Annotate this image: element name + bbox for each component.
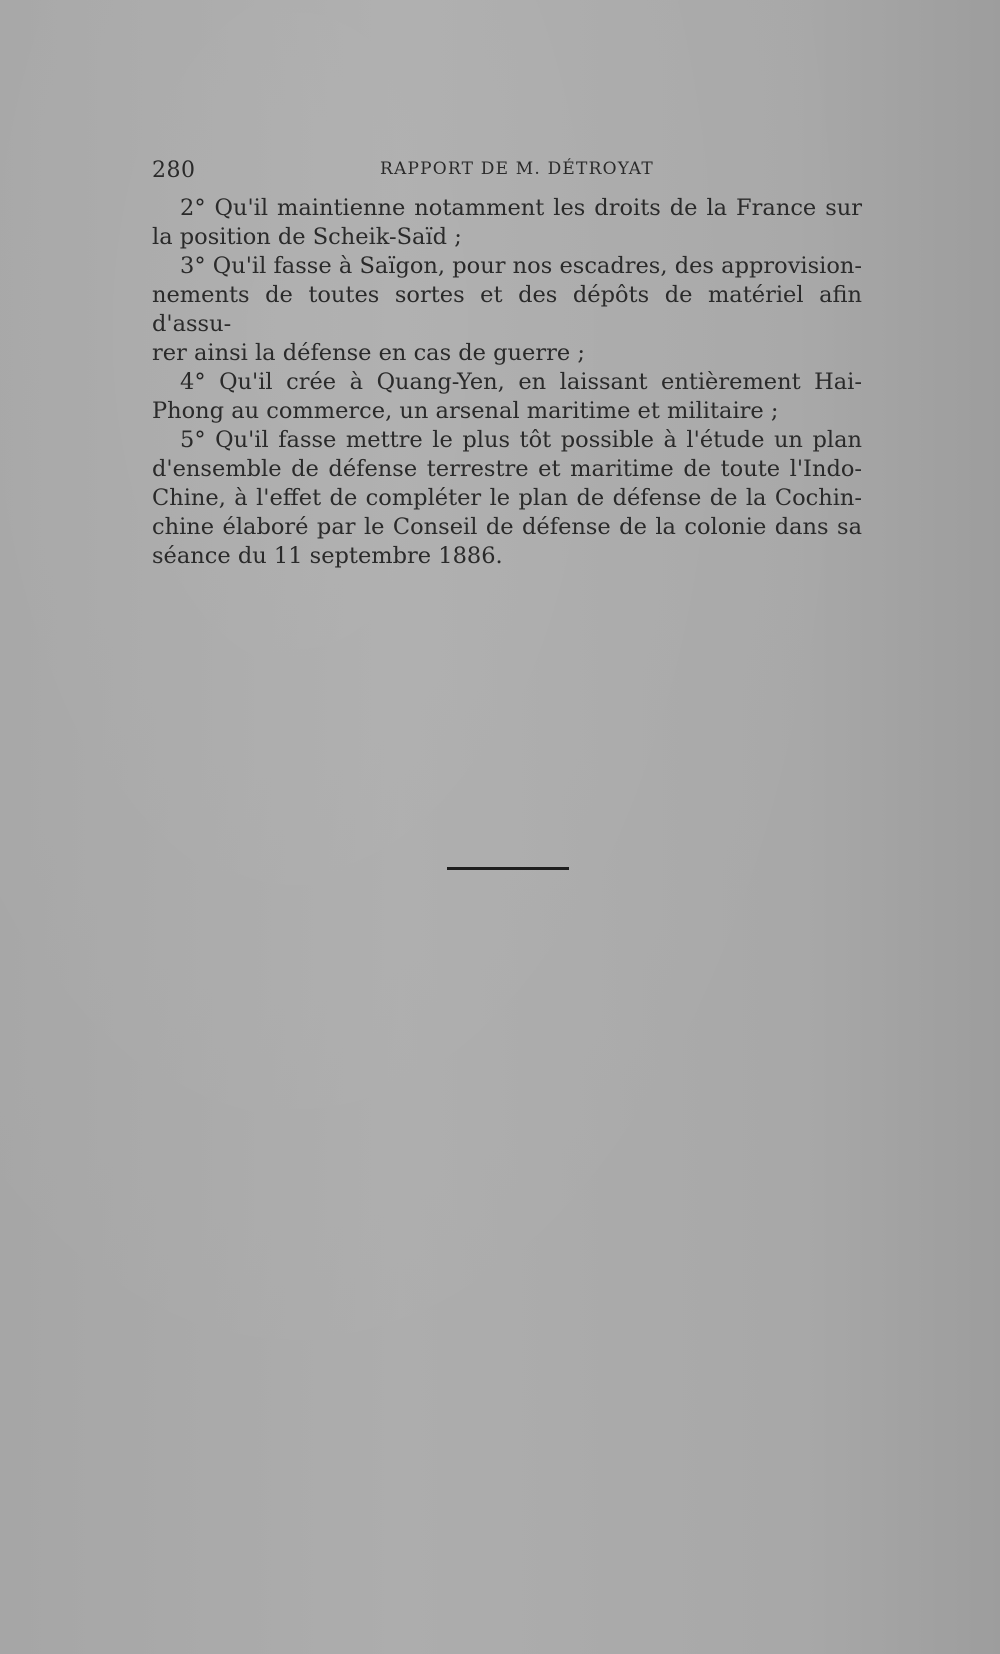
page-number: 280 [152, 158, 196, 183]
body-text [152, 194, 862, 571]
paragraph-line: rer ainsi la défense en cas de guerre ; [152, 340, 585, 366]
paragraph-line: séance du 11 septembre 1886. [152, 543, 503, 569]
paragraph-line: 5° Qu'il fasse mettre le plus tôt possible à l'étude un plan [180, 427, 862, 453]
paragraph-line: 4° Qu'il crée à Quang-Yen, en laissant entièrement Hai- [180, 369, 862, 395]
paragraph-line: Phong au commerce, un arsenal maritime et militaire ; [152, 398, 779, 424]
paragraph-line: chine élaboré par le Conseil de défense de la colonie dans sa [152, 514, 862, 540]
section-divider [447, 867, 569, 870]
running-head [152, 158, 864, 186]
paragraph-line: d'ensemble de défense terrestre et maritime de toute l'Indo- [152, 456, 862, 482]
paragraph-line: Chine, à l'effet de compléter le plan de défense de la Cochin- [152, 485, 862, 511]
paragraph-line: nements de toutes sortes et des dépôts de matériel afin d'assu- [152, 282, 862, 337]
paragraph-line: 3° Qu'il fasse à Saïgon, pour nos escadres, des approvision- [180, 253, 862, 279]
paragraph-line: 2° Qu'il maintienne notamment les droits de la France sur [180, 195, 862, 221]
running-title: RAPPORT DE M. DÉTROYAT [380, 159, 654, 179]
paragraph-line: la position de Scheik-Saïd ; [152, 224, 462, 250]
